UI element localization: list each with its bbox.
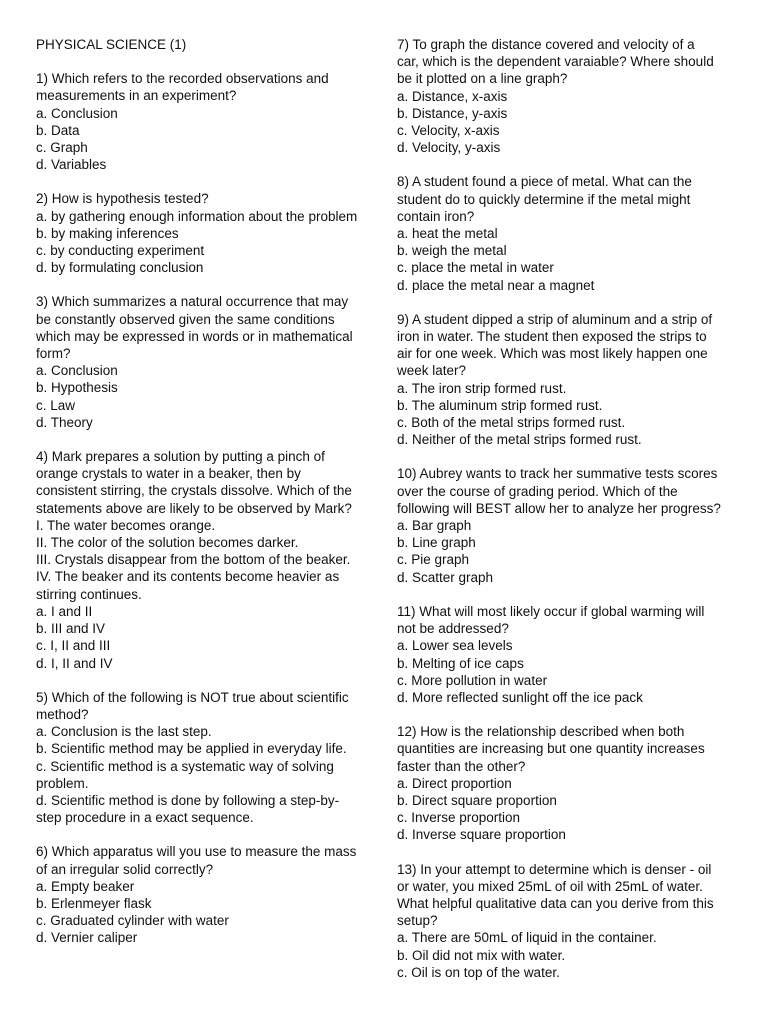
question-text-line: contain iron? [397, 208, 475, 224]
question-text-line: not be addressed? [397, 621, 509, 637]
answer-option: d. Velocity, y-axis [397, 140, 501, 156]
answer-option: b. weigh the metal [397, 243, 507, 259]
question-text-line: 9) A student dipped a strip of aluminum and a strip of [397, 311, 713, 327]
answer-option: c. Both of the metal strips formed rust. [397, 415, 626, 431]
question-text-line: stirring continues. [36, 586, 142, 602]
question-text-line: IV. The beaker and its contents become heavier as [36, 569, 340, 585]
answer-option: a. Conclusion is the last step. [36, 724, 212, 740]
page-title: PHYSICAL SCIENCE (1) [36, 37, 187, 52]
question-text-line: iron in water. The student then exposed the strips to [397, 329, 707, 345]
answer-option: a. by gathering enough information about the problem [36, 208, 358, 224]
answer-options [36, 603, 372, 672]
question-text-line: form? [36, 346, 71, 362]
question-block [397, 311, 737, 449]
question-text-line: 5) Which of the following is NOT true about scientific [36, 689, 349, 705]
answer-option: b. Oil did not mix with water. [397, 947, 566, 963]
answer-option: a. Conclusion [36, 363, 118, 379]
answer-options [36, 878, 372, 947]
answer-options [36, 723, 372, 826]
question-text-line: of an irregular solid correctly? [36, 861, 214, 877]
right-column [397, 36, 737, 998]
answer-option: b. Melting of ice caps [397, 655, 524, 671]
question-block [397, 723, 737, 843]
question-text-line: be constantly observed given the same conditions [36, 311, 335, 327]
answer-options [397, 88, 737, 157]
answer-option: c. Oil is on top of the water. [397, 964, 560, 980]
question-text-line: 8) A student found a piece of metal. What can the [397, 174, 692, 190]
answer-option: d. Variables [36, 157, 107, 173]
answer-option: d. Scatter graph [397, 569, 494, 585]
answer-options [36, 105, 372, 174]
answer-option: a. Lower sea levels [397, 638, 513, 654]
left-column [36, 36, 372, 964]
question-block [36, 70, 372, 173]
answer-option: b. by making inferences [36, 225, 179, 241]
answer-options [36, 208, 372, 277]
question-text-line: student do to quickly determine if the metal might [397, 191, 691, 207]
answer-option: c. Graph [36, 140, 88, 156]
question-text-line: II. The color of the solution becomes darker. [36, 535, 299, 551]
answer-option: d. Inverse square proportion [397, 827, 566, 843]
answer-option: b. III and IV [36, 621, 106, 637]
question-text-line: be it plotted on a line graph? [397, 71, 568, 87]
question-text-line: 7) To graph the distance covered and velocity of a [397, 37, 695, 52]
question-block [397, 603, 737, 706]
answer-option: a. I and II [36, 603, 93, 619]
question-text-line: week later? [397, 363, 467, 379]
question-text-line: quantities are increasing but one quantity increases [397, 741, 705, 757]
answer-option: c. More pollution in water [397, 672, 548, 688]
answer-option: d. place the metal near a magnet [397, 277, 595, 293]
question-block [397, 36, 737, 156]
question-text-line: 2) How is hypothesis tested? [36, 191, 209, 207]
answer-option: d. Neither of the metal strips formed rust. [397, 432, 642, 448]
question-block [36, 689, 372, 827]
answer-option: c. I, II and III [36, 638, 111, 654]
question-block [397, 465, 737, 585]
answer-option: c. Inverse proportion [397, 810, 521, 826]
answer-option: c. place the metal in water [397, 260, 554, 276]
question-text-line: faster than the other? [397, 758, 526, 774]
question-block [397, 173, 737, 293]
question-text-line: over the course of grading period. Which of the [397, 483, 678, 499]
answer-option: c. by conducting experiment [36, 243, 205, 259]
answer-option: c. Scientific method is a systematic way of solving [36, 758, 334, 774]
answer-option: c. Graduated cylinder with water [36, 913, 229, 929]
answer-option: problem. [36, 775, 89, 791]
question-block [36, 448, 372, 672]
answer-option: b. Distance, y-axis [397, 105, 508, 121]
answer-option: d. Theory [36, 414, 93, 430]
question-block [36, 190, 372, 276]
question-text-line: 1) Which refers to the recorded observations and [36, 71, 329, 87]
answer-options [397, 929, 737, 981]
question-text-line: measurements in an experiment? [36, 88, 237, 104]
left-question-list [36, 70, 372, 946]
question-text-line: 11) What will most likely occur if global warming will [397, 603, 705, 619]
answer-option: a. The iron strip formed rust. [397, 380, 567, 396]
question-block [397, 861, 737, 981]
answer-options [397, 517, 737, 586]
question-text-line: air for one week. Which was most likely happen one [397, 346, 708, 362]
question-text-line: which may be expressed in words or in mathematical [36, 328, 353, 344]
question-text-line: or water, you mixed 25mL of oil with 25mL of water. [397, 878, 703, 894]
answer-option: b. Hypothesis [36, 380, 118, 396]
answer-option: c. Law [36, 397, 76, 413]
question-text-line: orange crystals to water in a beaker, then by [36, 466, 301, 482]
answer-option: a. There are 50mL of liquid in the container. [397, 930, 657, 946]
answer-option: step procedure in a exact sequence. [36, 810, 254, 826]
answer-option: a. Conclusion [36, 105, 118, 121]
question-text-line: setup? [397, 913, 438, 929]
question-block [36, 293, 372, 431]
question-text-line: I. The water becomes orange. [36, 517, 216, 533]
answer-option: a. Empty beaker [36, 878, 135, 894]
answer-option: b. Line graph [397, 535, 476, 551]
answer-option: c. Pie graph [397, 552, 470, 568]
question-text-line: statements above are likely to be observed by Mark? [36, 500, 352, 516]
answer-option: d. Vernier caliper [36, 930, 138, 946]
question-text-line: 6) Which apparatus will you use to measure the mass [36, 844, 357, 860]
answer-option: a. Distance, x-axis [397, 88, 508, 104]
answer-option: b. Erlenmeyer flask [36, 895, 152, 911]
answer-option: d. More reflected sunlight off the ice pack [397, 689, 643, 705]
question-text-line: 13) In your attempt to determine which is denser - oil [397, 861, 712, 877]
question-text-line: III. Crystals disappear from the bottom of the beaker. [36, 552, 351, 568]
answer-options [397, 775, 737, 844]
question-text-line: 3) Which summarizes a natural occurrence that may [36, 294, 349, 310]
question-text-line: 12) How is the relationship described when both [397, 724, 685, 740]
question-text-line: car, which is the dependent varaiable? Where should [397, 54, 714, 70]
answer-option: a. Bar graph [397, 518, 472, 534]
answer-options [397, 637, 737, 706]
answer-option: b. The aluminum strip formed rust. [397, 397, 603, 413]
answer-option: d. Scientific method is done by following a step-by- [36, 792, 340, 808]
answer-option: d. I, II and IV [36, 655, 113, 671]
answer-option: a. Direct proportion [397, 775, 512, 791]
answer-option: c. Velocity, x-axis [397, 123, 500, 139]
question-block [36, 843, 372, 946]
answer-option: b. Scientific method may be applied in everyday life. [36, 741, 347, 757]
question-text-line: 4) Mark prepares a solution by putting a pinch of [36, 449, 325, 465]
answer-options [397, 380, 737, 449]
question-text-line: What helpful qualitative data can you derive from this [397, 895, 714, 911]
answer-options [397, 225, 737, 294]
answer-option: a. heat the metal [397, 226, 498, 242]
question-text-line: 10) Aubrey wants to track her summative tests scores [397, 466, 718, 482]
question-text-line: method? [36, 706, 89, 722]
answer-option: b. Data [36, 122, 80, 138]
question-text-line: following will BEST allow her to analyze her progress? [397, 500, 721, 516]
right-question-list [397, 36, 737, 981]
question-text-line: consistent stirring, the crystals dissolve. Which of the [36, 483, 352, 499]
answer-option: b. Direct square proportion [397, 792, 557, 808]
answer-options [36, 362, 372, 431]
answer-option: d. by formulating conclusion [36, 260, 204, 276]
